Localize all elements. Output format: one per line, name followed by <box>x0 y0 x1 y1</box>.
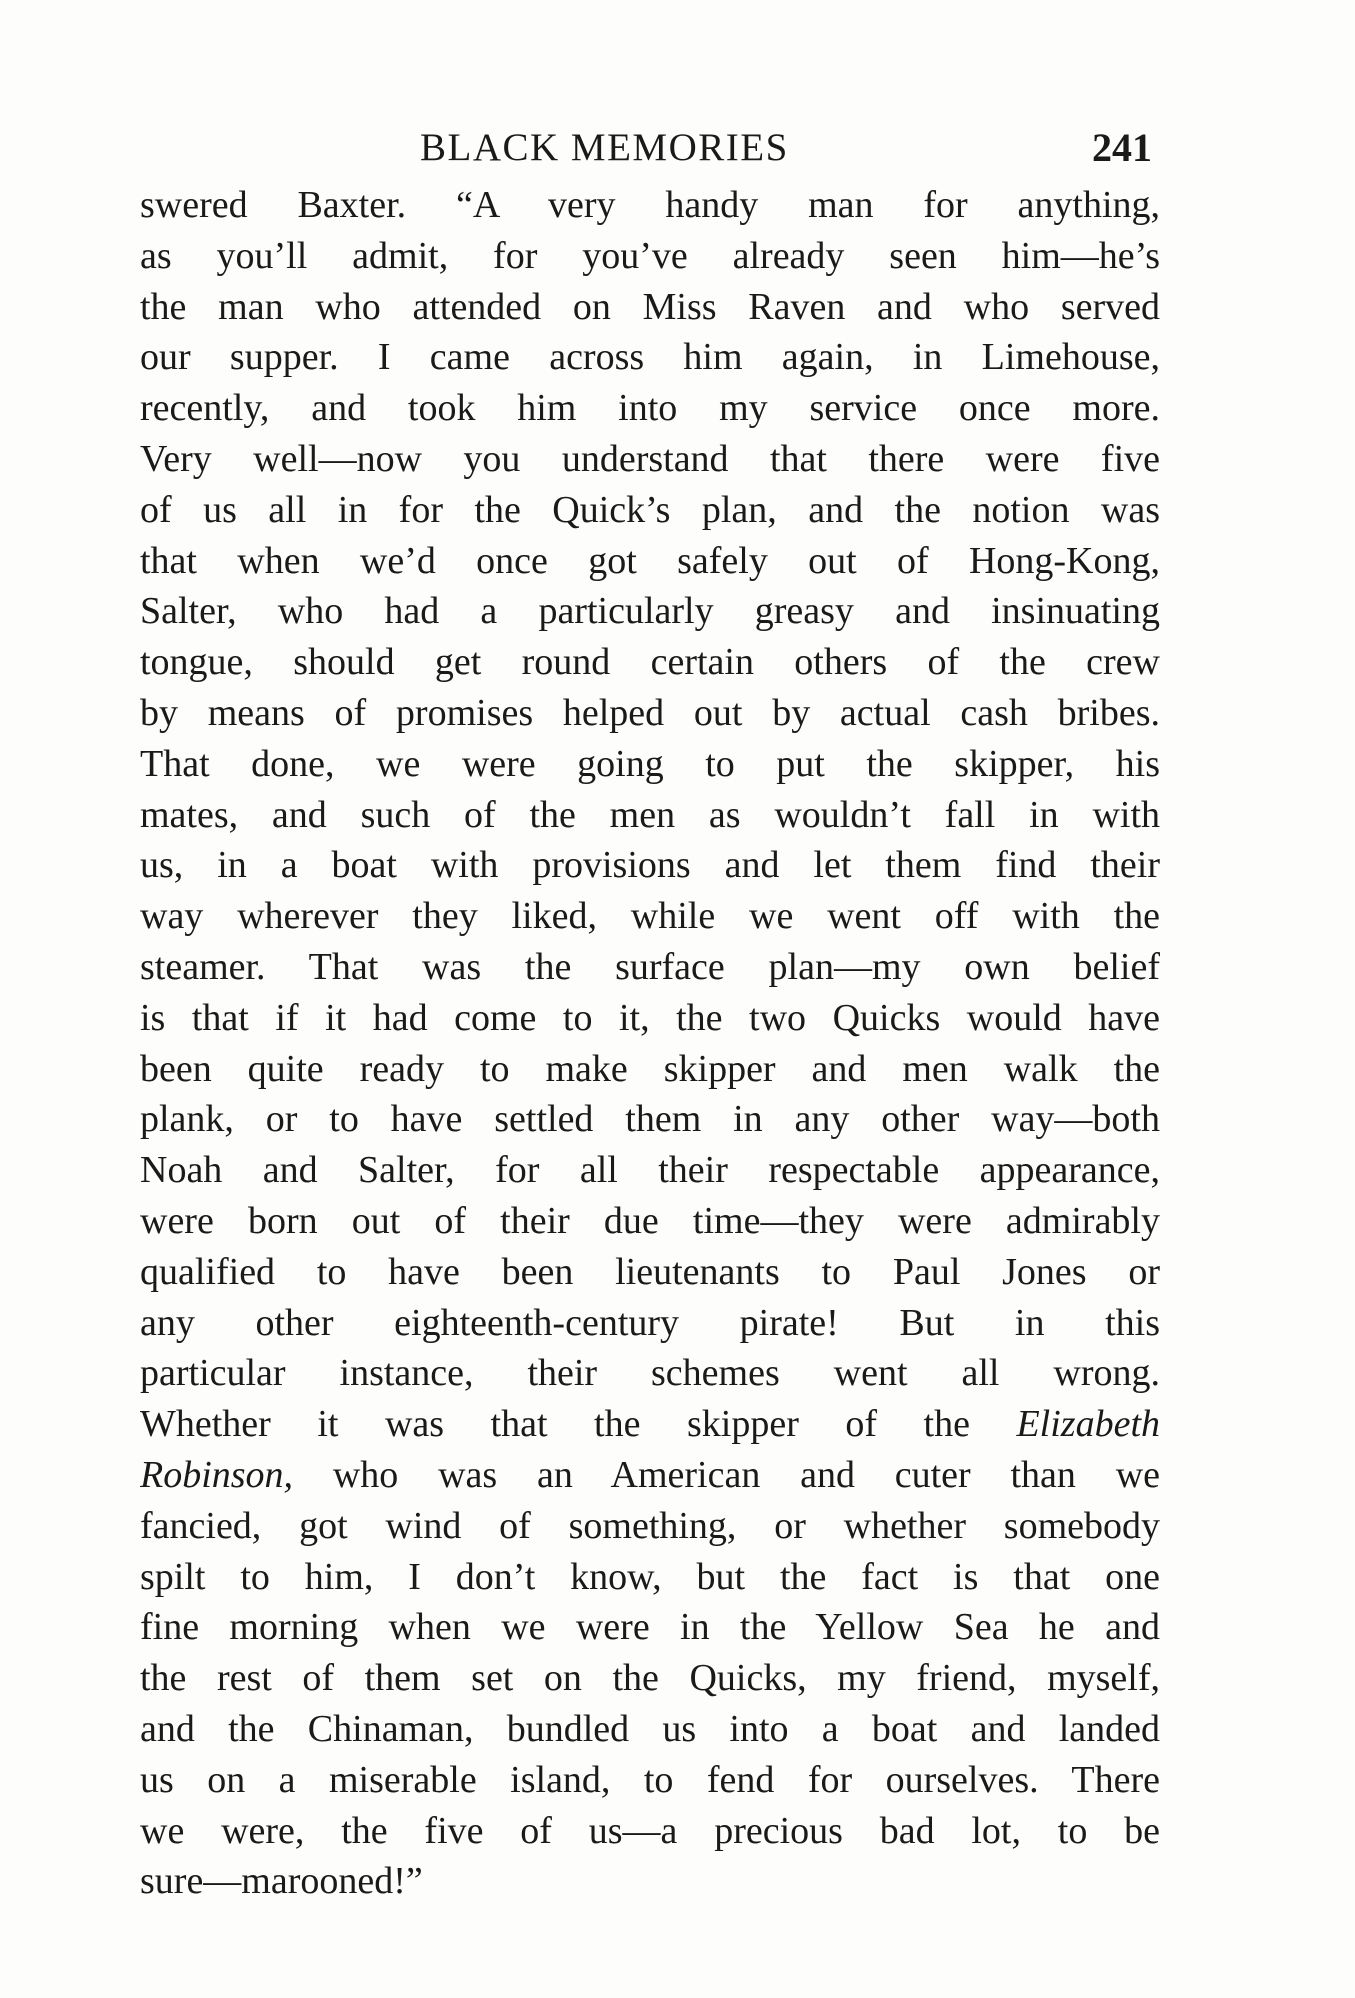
text-line: any other eighteenth-century pirate! But in this <box>140 1301 1160 1344</box>
text-line: swered Baxter. “A very handy man for anything, <box>140 184 1160 226</box>
text-line: were born out of their due time—they were admirably <box>140 1199 1160 1242</box>
text-line: sure—marooned!” <box>140 1860 423 1903</box>
text-line: mates, and such of the men as wouldn’t fall in with <box>140 793 1160 836</box>
text-line: Very well—now you understand that there were five <box>140 437 1160 480</box>
text-line: That done, we were going to put the skipper, his <box>140 742 1160 785</box>
running-head: BLACK MEMORIES <box>420 126 789 169</box>
text-segment: Whether it was that the skipper of the <box>140 1403 970 1446</box>
text-line: way wherever they liked, while we went off with the <box>140 895 1160 938</box>
text-line: qualified to have been lieutenants to Paul Jones or <box>140 1250 1160 1293</box>
text-line: the rest of them set on the Quicks, my friend, myself, <box>140 1657 1160 1700</box>
text-line: of us all in for the Quick’s plan, and the notion was <box>140 488 1160 531</box>
ship-name-italic: Elizabeth <box>1016 1403 1160 1446</box>
text-line: us on a miserable island, to fend for ourselves. There <box>140 1758 1160 1801</box>
text-line: and the Chinaman, bundled us into a boat and landed <box>140 1707 1160 1750</box>
ship-name-italic: Robinson, <box>140 1453 294 1496</box>
text-line: is that if it had come to it, the two Quicks would have <box>140 996 1160 1039</box>
text-line: as you’ll admit, for you’ve already seen him—he’s <box>140 234 1160 277</box>
page-header <box>140 118 1160 178</box>
text-line: Salter, who had a particularly greasy and insinuating <box>140 590 1160 633</box>
text-line: particular instance, their schemes went all wrong. <box>140 1352 1160 1395</box>
page-number: 241 <box>1092 125 1152 170</box>
body-text <box>140 180 1160 1907</box>
text-segment: who was an American and cuter than we <box>332 1453 1160 1496</box>
text-line: tongue, should get round certain others of the crew <box>140 641 1160 684</box>
text-line <box>140 1399 1160 1450</box>
text-line: fine morning when we were in the Yellow Sea he and <box>140 1606 1160 1649</box>
text-line: the man who attended on Miss Raven and who served <box>140 285 1160 328</box>
text-line: recently, and took him into my service once more. <box>140 387 1160 430</box>
text-line: Noah and Salter, for all their respectable appearance, <box>140 1149 1160 1192</box>
text-line: been quite ready to make skipper and men walk the <box>140 1047 1160 1090</box>
text-line: fancied, got wind of something, or whether somebody <box>140 1504 1160 1547</box>
text-line: our supper. I came across him again, in Limehouse, <box>140 336 1160 379</box>
text-line: us, in a boat with provisions and let them find their <box>140 844 1160 887</box>
text-line: by means of promises helped out by actual cash bribes. <box>140 691 1160 734</box>
text-line: that when we’d once got safely out of Hong-Kong, <box>140 539 1160 582</box>
text-line: plank, or to have settled them in any other way—both <box>140 1098 1160 1141</box>
text-line: steamer. That was the surface plan—my own belief <box>140 945 1160 988</box>
text-line: spilt to him, I don’t know, but the fact is that one <box>140 1555 1160 1598</box>
text-line <box>140 1450 1160 1501</box>
text-line: we were, the five of us—a precious bad lot, to be <box>140 1809 1160 1852</box>
